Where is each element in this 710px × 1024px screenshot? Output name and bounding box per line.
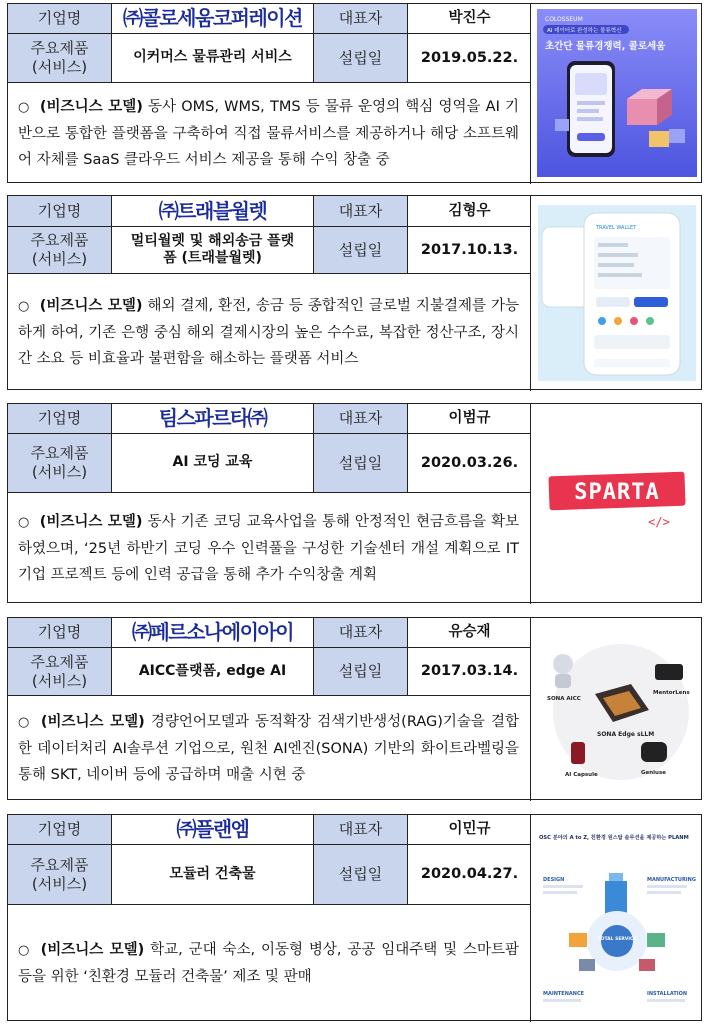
- founded-date: 2017.03.14.: [420, 663, 519, 680]
- rep-name: 박진수: [448, 10, 491, 27]
- persona-products-image: [537, 624, 697, 794]
- rep-name: 이민규: [448, 821, 491, 838]
- label-founded: 설립일: [314, 34, 408, 82]
- company-name: ㈜트래블월렛: [112, 196, 314, 226]
- founded-date: 2019.05.22.: [420, 49, 519, 66]
- label-product: 주요제품 (서비스): [8, 845, 112, 904]
- solution-label: DESIGN: [543, 876, 565, 883]
- business-model: ○ (비즈니스 모델) 경량언어모델과 동적확장 검색기반생성(RAG)기술을 결합한 데이터처리 AI솔루션 기업으로, 원천 AI엔진(SONA) 기반의 화이트라벨링을 통해 SKT, 네이버 등에 공급하며 매출 시현 중: [18, 713, 520, 783]
- company-card: [7, 195, 702, 390]
- solution-label: MANUFACTURING: [647, 876, 696, 883]
- founded-date: 2020.04.27.: [420, 866, 519, 883]
- product-image: [533, 404, 701, 602]
- tagline-text: AI 데이터로 완성하는 물류혁신: [547, 28, 622, 34]
- product-label: MentorLens: [653, 689, 690, 696]
- label-product: 주요제품 (서비스): [8, 34, 112, 82]
- rep-name: 김형우: [448, 202, 491, 219]
- label-rep: 대표자: [314, 815, 408, 844]
- product-value: 멀티월렛 및 해외송금 플랫폼 (트래블월렛): [112, 227, 314, 273]
- label-rep: 대표자: [314, 618, 408, 647]
- business-model: ○ (비즈니스 모델) 동사 기존 코딩 교육사업을 통해 안정적인 현금흐름을 확보하였으며, ‘25년 하반기 코딩 우수 인력풀을 구성한 기술센터 개설 계획으로 IT기업 프로젝트 등에 인력 공급을 통해 추가 수익창출 계획: [18, 513, 520, 583]
- headline-text: 초간단 물류경쟁력, 콜로세움: [545, 41, 666, 52]
- label-product: 주요제품 (서비스): [8, 434, 112, 492]
- label-company: 기업명: [8, 404, 112, 433]
- rep-name: 유승재: [448, 624, 491, 641]
- product-image: [533, 815, 701, 1020]
- label-rep: 대표자: [314, 404, 408, 433]
- label-company: 기업명: [8, 4, 112, 33]
- company-card: [7, 814, 702, 1021]
- colosseum-app-image: [537, 9, 697, 177]
- label-product: 주요제품 (서비스): [8, 648, 112, 695]
- company-name: 팀스파르타㈜: [112, 404, 314, 433]
- label-founded: 설립일: [314, 227, 408, 273]
- sparta-logo: [547, 468, 687, 538]
- solution-label: INSTALLATION: [647, 990, 688, 997]
- product-label: Geniuse: [641, 769, 666, 776]
- company-name: ㈜페르소나에이아이: [112, 618, 314, 647]
- solution-label: MAINTENANCE: [543, 990, 585, 997]
- sparta-logo-text: SPARTA: [574, 480, 660, 505]
- planm-solution-image: [535, 823, 699, 1013]
- rep-name: 이범규: [448, 410, 491, 427]
- product-image: [533, 618, 701, 799]
- travel-wallet-app-image: [538, 205, 696, 381]
- company-name: ㈜플랜엠: [112, 815, 314, 844]
- solution-label: TOTAL SERVICE: [597, 936, 637, 942]
- founded-date: 2020.03.26.: [420, 454, 519, 471]
- code-icon: </>: [648, 515, 670, 529]
- label-company: 기업명: [8, 196, 112, 226]
- product-image: [533, 4, 701, 182]
- business-model: ○ (비즈니스 모델) 학교, 군대 숙소, 이동형 병상, 공공 임대주택 및 스마트팜 등을 위한 ‘친환경 모듈러 건축물’ 제조 및 판매: [18, 941, 520, 985]
- brand-text: COLOSSEUM: [545, 16, 583, 23]
- label-rep: 대표자: [314, 196, 408, 226]
- headline-text: OSC 분야의 A to Z, 친환경 원스탑 솔루션을 제공하는 PLANM: [539, 834, 689, 841]
- company-name: ㈜콜로세움코퍼레이션: [112, 4, 314, 33]
- product-label: AI Capsule: [565, 771, 598, 778]
- product-label: SONA AICC: [547, 695, 581, 702]
- product-value: AICC플랫폼, edge AI: [112, 648, 314, 695]
- product-label: SONA Edge sLLM: [597, 730, 655, 738]
- label-founded: 설립일: [314, 434, 408, 492]
- label-founded: 설립일: [314, 648, 408, 695]
- label-company: 기업명: [8, 618, 112, 647]
- founded-date: 2017.10.13.: [420, 241, 519, 258]
- product-value: 모듈러 건축물: [112, 845, 314, 904]
- business-model: ○ (비즈니스 모델) 해외 결제, 환전, 송금 등 종합적인 글로벌 지불결제를 가능하게 하여, 기존 은행 중심 해외 결제시장의 높은 수수료, 복잡한 정산구조, 장시간 소요 등 비효율과 불편함을 해소하는 플랫폼 서비스: [18, 297, 519, 367]
- company-card: [7, 3, 702, 183]
- brand-text: TRAVEL WALLET: [596, 224, 637, 231]
- label-company: 기업명: [8, 815, 112, 844]
- product-value: 이커머스 물류관리 서비스: [112, 34, 314, 82]
- label-founded: 설립일: [314, 845, 408, 904]
- business-model: ○ (비즈니스 모델) 동사 OMS, WMS, TMS 등 물류 운영의 핵심 영역을 AI 기반으로 통합한 플랫폼을 구축하여 직접 물류서비스를 제공하거나 해당 소프트웨어 자체를 SaaS 클라우드 서비스 제공을 통해 수익 창출 중: [18, 98, 520, 168]
- product-value: AI 코딩 교육: [112, 434, 314, 492]
- product-image: [533, 196, 701, 389]
- label-product: 주요제품 (서비스): [8, 227, 112, 273]
- company-card: [7, 617, 702, 800]
- company-card: [7, 403, 702, 603]
- label-rep: 대표자: [314, 4, 408, 33]
